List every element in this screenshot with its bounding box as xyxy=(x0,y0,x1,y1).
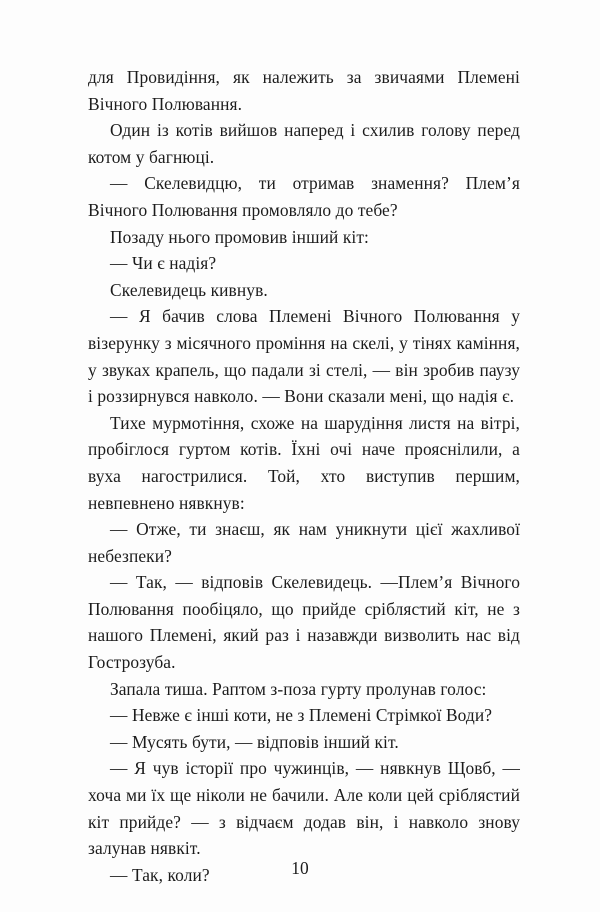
paragraph: Один із котів вийшов наперед і схилив голову перед котом у багнюці. xyxy=(88,120,520,167)
paragraph: — Так, — відповів Скелевидець. —Плем’я Вічного Полювання пообіцяло, що прийде сріблястий кіт, не з нашого Племені, який раз і назавжди визволить нас від Гострозуба. xyxy=(88,572,520,673)
body-text xyxy=(88,64,520,888)
paragraph: — Мусять бути, — відповів інший кіт. xyxy=(110,731,399,752)
page-number: 10 xyxy=(291,858,309,878)
paragraph: — Так, коли? xyxy=(110,864,210,885)
paragraph: Тихе мурмотіння, схоже на шарудіння листя на вітрі, пробіглося гуртом котів. Їхні очі наче прояснілили, а вуха нагострилися. Той, хто виступив першим, невпевнено нявкнув: xyxy=(88,412,520,513)
paragraph: — Чи є надія? xyxy=(110,253,217,274)
paragraph: для Провидіння, як належить за звичаями Племені Вічного Полювання. xyxy=(88,67,520,114)
paragraph: Скелевидець кивнув. xyxy=(110,279,268,300)
paragraph: Позаду нього промовив інший кіт: xyxy=(110,226,369,247)
paragraph: — Отже, ти знаєш, як нам уникнути цієї жахливої небезпеки? xyxy=(88,519,520,566)
paragraph: — Я чув історії про чужинців, — нявкнув Щовб, — хоча ми їх ще ніколи не бачили. Але коли цей сріблястий кіт прийде? — з відчаєм додав він, і навколо знову залунав нявкіт. xyxy=(88,758,520,859)
paragraph: — Невже є інші коти, не з Племені Стрімкої Води? xyxy=(110,705,493,726)
paragraph: — Скелевидцю, ти отримав знамення? Плем’я Вічного Полювання промовляло до тебе? xyxy=(88,173,520,220)
paragraph: — Я бачив слова Племені Вічного Полювання у візерунку з місячного проміння на скелі, у тінях каміння, у звуках крапель, що падали зі стелі, — він зробив паузу і роззирнувся навколо. — Вони сказали мені, що надія є. xyxy=(88,306,520,407)
paragraph: Запала тиша. Раптом з-поза гурту пролунав голос: xyxy=(110,678,487,699)
